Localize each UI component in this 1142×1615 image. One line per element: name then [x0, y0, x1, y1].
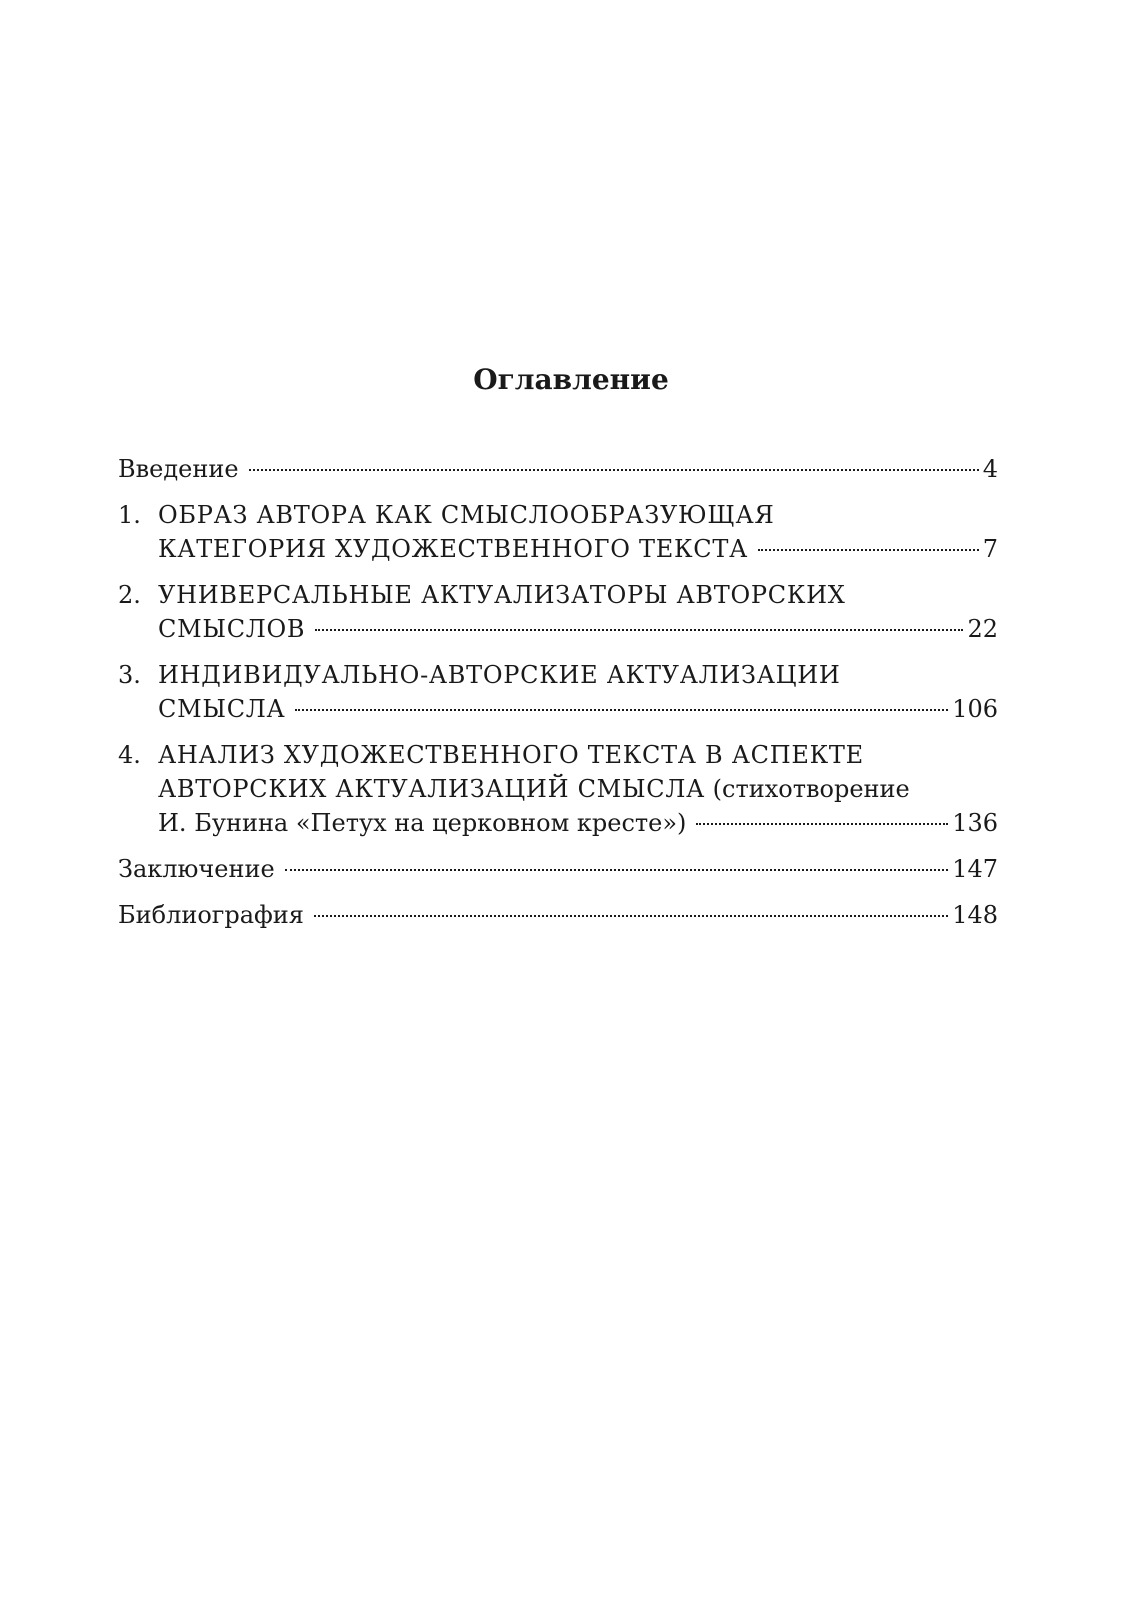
- chapter-title-line: И. Бунина «Петух на церковном кресте»): [158, 809, 687, 837]
- table-of-contents: [118, 452, 998, 932]
- toc-entry-label: Заключение: [118, 855, 275, 883]
- chapter-title-line: АНАЛИЗ ХУДОЖЕСТВЕННОГО ТЕКСТА В АСПЕКТЕ: [158, 741, 864, 769]
- chapter-number: 2.: [118, 581, 141, 609]
- chapter-title-line: СМЫСЛОВ: [158, 615, 306, 643]
- dot-leader: [314, 915, 948, 917]
- toc-page-number: 147: [952, 855, 998, 883]
- page-title: Оглавление: [473, 363, 669, 396]
- toc-entry-chapter-1[interactable]: [118, 498, 998, 566]
- chapter-title-line: [158, 772, 998, 806]
- chapter-number: 4.: [118, 741, 141, 769]
- toc-page-number: 136: [952, 809, 998, 837]
- toc-entry-label: Библиография: [118, 901, 304, 929]
- chapter-title-line: СМЫСЛА: [158, 695, 286, 723]
- dot-leader: [696, 823, 948, 825]
- toc-page-number: 148: [952, 901, 998, 929]
- toc-entry-conclusion[interactable]: [118, 852, 998, 886]
- toc-page-number: 22: [967, 615, 998, 643]
- toc-page-number: 106: [952, 695, 998, 723]
- chapter-title-caps: АВТОРСКИХ АКТУАЛИЗАЦИЙ СМЫСЛА: [158, 775, 706, 803]
- toc-entry-intro[interactable]: [118, 452, 998, 486]
- chapter-number: 1.: [118, 501, 141, 529]
- toc-entry-chapter-4[interactable]: [118, 738, 998, 840]
- toc-entry-chapter-2[interactable]: [118, 578, 998, 646]
- toc-page-number: 7: [982, 535, 998, 563]
- chapter-title-line: ОБРАЗ АВТОРА КАК СМЫСЛООБРАЗУЮЩАЯ: [158, 501, 775, 529]
- toc-page-number: 4: [982, 455, 998, 483]
- chapter-title-line: КАТЕГОРИЯ ХУДОЖЕСТВЕННОГО ТЕКСТА: [158, 535, 748, 563]
- dot-leader: [285, 869, 949, 871]
- dot-leader: [758, 549, 979, 551]
- chapter-title-line: УНИВЕРСАЛЬНЫЕ АКТУАЛИЗАТОРЫ АВТОРСКИХ: [158, 581, 846, 609]
- chapter-title-line: ИНДИВИДУАЛЬНО-АВТОРСКИЕ АКТУАЛИЗАЦИИ: [158, 661, 841, 689]
- toc-entry-bibliography[interactable]: [118, 898, 998, 932]
- dot-leader: [295, 709, 948, 711]
- toc-entry-chapter-3[interactable]: [118, 658, 998, 726]
- toc-entry-label: Введение: [118, 455, 239, 483]
- dot-leader: [315, 629, 963, 631]
- chapter-title-tail: (стихотворение: [712, 775, 910, 803]
- dot-leader: [249, 469, 979, 471]
- chapter-number: 3.: [118, 661, 141, 689]
